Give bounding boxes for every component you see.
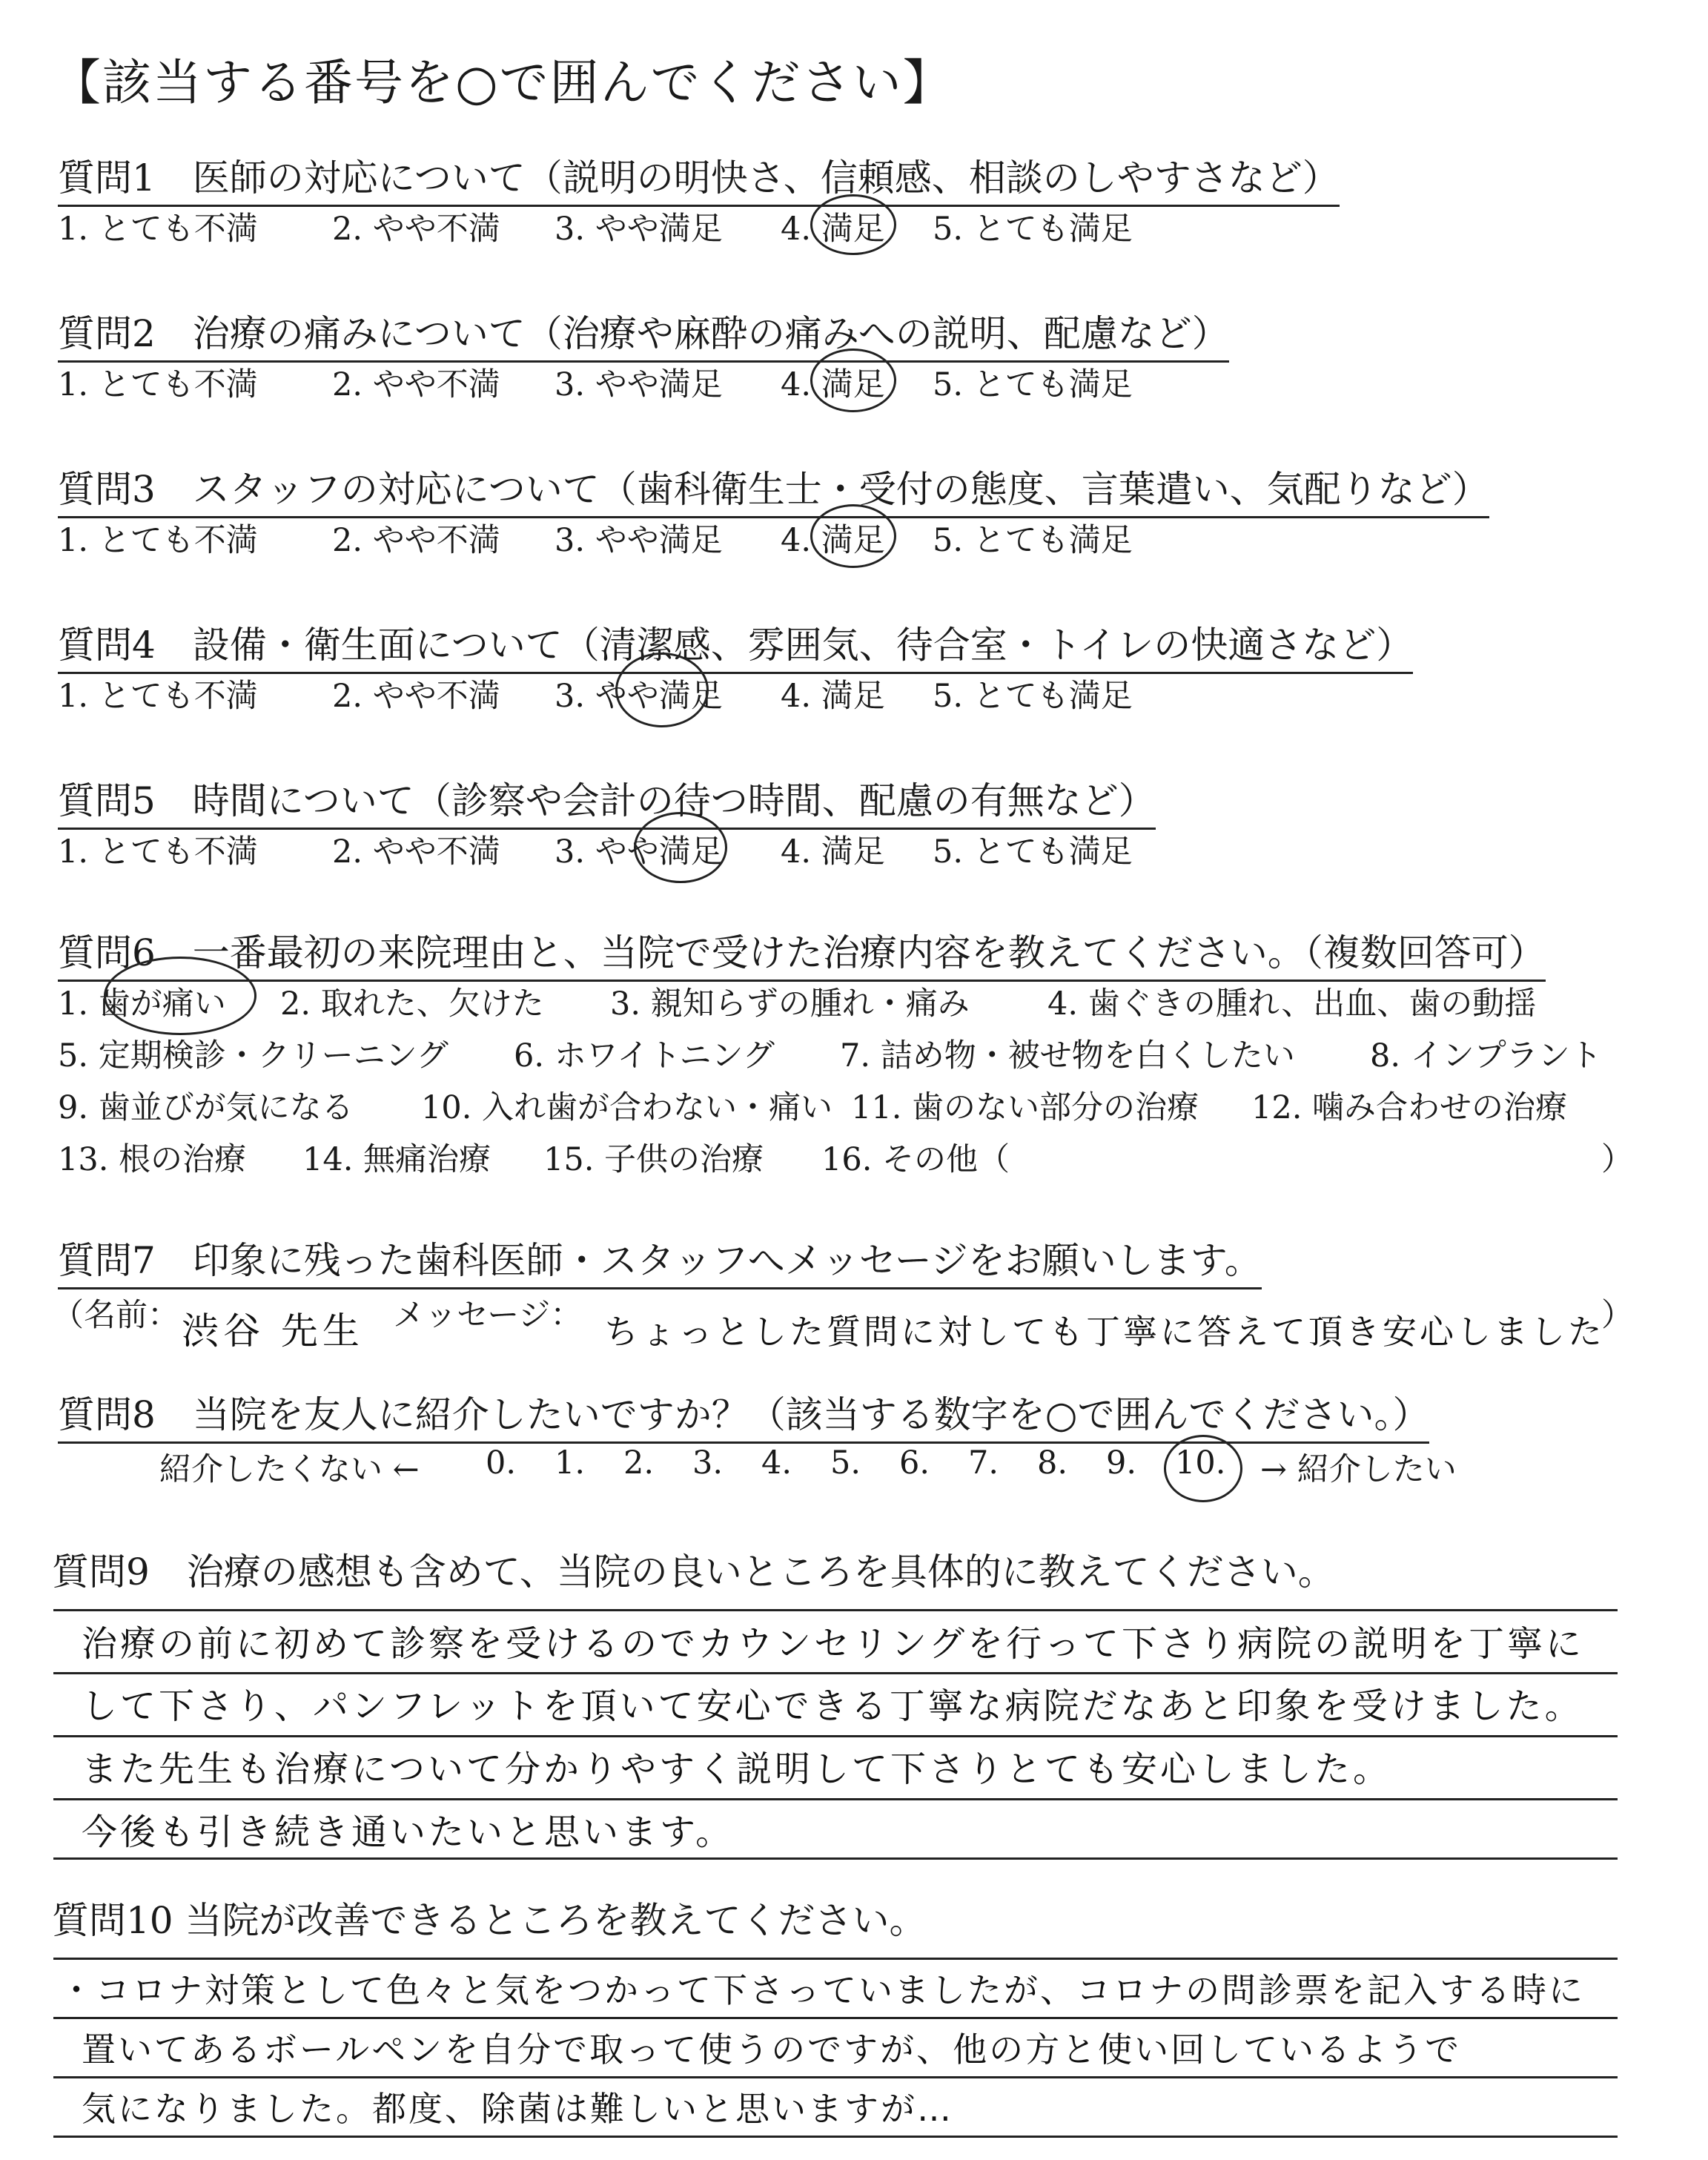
- q3-option-2[interactable]: 2. やや不満: [332, 522, 500, 559]
- q4-title: 質問4 設備・衛生面について（清潔感、雰囲気、待合室・トイレの快適さなど）: [58, 615, 1413, 674]
- q3-answer-circle: [810, 504, 896, 568]
- q6-option-4[interactable]: 4. 歯ぐきの腫れ、出血、歯の動揺: [1047, 985, 1537, 1023]
- q5-option-4[interactable]: 4. 満足: [781, 833, 885, 871]
- q5-title: 質問5 時間について（診察や会計の待つ時間、配慮の有無など）: [58, 771, 1156, 830]
- q10-line-3: [53, 2136, 1618, 2138]
- q6-row-2: [58, 1031, 1602, 1076]
- q9-line-0: [53, 1609, 1618, 1611]
- q10-title: 質問10 当院が改善できるところを教えてください。: [52, 1899, 927, 1942]
- q6-answer-circle: [104, 957, 256, 1035]
- q8-option-7[interactable]: 7.: [968, 1444, 999, 1482]
- q10-answer-line-2[interactable]: 置いてあるボールペンを自分で取って使うのですが、他の方と使い回しているようで: [82, 2029, 1462, 2070]
- q7-name-label: （名前：: [52, 1297, 179, 1334]
- q6-row-1: [58, 979, 1536, 1024]
- q8-option-1[interactable]: 1.: [555, 1444, 586, 1482]
- q1-option-4[interactable]: 4. 満足: [781, 211, 885, 248]
- q6-title: 質問6 一番最初の来院理由と、当院で受けた治療内容を教えてください。（複数回答可）: [58, 923, 1546, 982]
- q8-option-9[interactable]: 9.: [1106, 1444, 1137, 1482]
- q4-answer-circle: [615, 653, 709, 727]
- q1-options: [58, 204, 1133, 249]
- q3-option-1[interactable]: 1. とても不満: [58, 522, 258, 559]
- q8-right-label: → 紹介したい: [1260, 1451, 1457, 1488]
- q9-line-2: [53, 1735, 1618, 1737]
- q6-option-10[interactable]: 10. 入れ歯が合わない・痛い: [421, 1089, 833, 1126]
- q4-option-3[interactable]: 3. やや満足: [555, 678, 723, 715]
- q9-answer-line-3[interactable]: また先生も治療について分かりやすく説明して下さりとても安心しました。: [82, 1748, 1392, 1790]
- q4-option-5[interactable]: 5. とても満足: [933, 678, 1133, 715]
- q7-message-value[interactable]: ちょっとした質問に対しても丁寧に答えて頂き安心しました: [604, 1312, 1605, 1352]
- q6-option-16[interactable]: 16. その他（: [821, 1141, 1010, 1178]
- q10-line-0: [53, 1958, 1618, 1960]
- q1-option-2[interactable]: 2. やや不満: [332, 211, 500, 248]
- q8-option-0[interactable]: 0.: [486, 1444, 517, 1482]
- q5-option-5[interactable]: 5. とても満足: [933, 833, 1133, 871]
- q1-option-5[interactable]: 5. とても満足: [933, 211, 1133, 248]
- q9-answer-line-4[interactable]: 今後も引き続き通いたいと思います。: [82, 1811, 735, 1853]
- q6-option-15[interactable]: 15. 子供の治療: [543, 1141, 764, 1178]
- q1-option-3[interactable]: 3. やや満足: [555, 211, 723, 248]
- q6-option-12[interactable]: 12. 噛み合わせの治療: [1251, 1089, 1568, 1126]
- q7-message-label: メッセージ：: [393, 1297, 583, 1334]
- q1-answer-circle: [810, 194, 896, 255]
- q6-option-11[interactable]: 11. 歯のない部分の治療: [851, 1089, 1199, 1126]
- q8-title: 質問8 当院を友人に紹介したいですか？（該当する数字を○で囲んでください。）: [58, 1385, 1429, 1444]
- q3-option-5[interactable]: 5. とても満足: [933, 522, 1133, 559]
- q2-option-1[interactable]: 1. とても不満: [58, 366, 258, 403]
- q9-line-1: [53, 1672, 1618, 1674]
- q8-option-10[interactable]: 10.: [1175, 1444, 1226, 1482]
- q5-answer-circle: [634, 812, 727, 883]
- q4-option-4[interactable]: 4. 満足: [781, 678, 885, 715]
- q8-option-3[interactable]: 3.: [692, 1444, 724, 1482]
- q7-name-value[interactable]: 渋谷 先生: [182, 1309, 364, 1353]
- q3-title: 質問3 スタッフの対応について（歯科衛生士・受付の態度、言葉遣い、気配りなど）: [58, 460, 1489, 518]
- q8-answer-circle: [1164, 1435, 1242, 1502]
- q8-option-8[interactable]: 8.: [1037, 1444, 1068, 1482]
- q8-option-5[interactable]: 5.: [830, 1444, 861, 1482]
- q3-option-3[interactable]: 3. やや満足: [555, 522, 723, 559]
- q9-line-3: [53, 1798, 1618, 1800]
- q5-option-3[interactable]: 3. やや満足: [555, 833, 723, 871]
- q2-answer-circle: [810, 349, 896, 412]
- q8-option-2[interactable]: 2.: [623, 1444, 655, 1482]
- q8-left-label: 紹介したくない ←: [159, 1451, 420, 1488]
- q9-title: 質問9 治療の感想も含めて、当院の良いところを具体的に教えてください。: [52, 1550, 1335, 1593]
- q8-option-4[interactable]: 4.: [761, 1444, 792, 1482]
- q9-answer-line-2[interactable]: して下さり、パンフレットを頂いて安心できる丁寧な病院だなあと印象を受けました。: [82, 1685, 1583, 1727]
- q2-option-5[interactable]: 5. とても満足: [933, 366, 1133, 403]
- q2-option-3[interactable]: 3. やや満足: [555, 366, 723, 403]
- q6-option-7[interactable]: 7. 詰め物・被せ物を白くしたい: [840, 1037, 1295, 1074]
- q3-option-4[interactable]: 4. 満足: [781, 522, 885, 559]
- q6-option-3[interactable]: 3. 親知らずの腫れ・痛み: [610, 985, 970, 1023]
- q4-option-2[interactable]: 2. やや不満: [332, 678, 500, 715]
- q10-line-2: [53, 2076, 1618, 2078]
- q7-title: 質問7 印象に残った歯科医師・スタッフへメッセージをお願いします。: [58, 1231, 1262, 1289]
- q8-scale: [486, 1444, 1244, 1482]
- q3-options: [58, 515, 1133, 561]
- q7-close: ）: [1601, 1297, 1633, 1334]
- q4-options: [58, 671, 1133, 716]
- q6-option-1[interactable]: 1. 歯が痛い: [58, 985, 226, 1023]
- q6-option-8[interactable]: 8. インプラント: [1370, 1037, 1602, 1074]
- q2-title: 質問2 治療の痛みについて（治療や麻酔の痛みへの説明、配慮など）: [58, 304, 1229, 363]
- q5-options: [58, 827, 1133, 872]
- q6-option-2[interactable]: 2. 取れた、欠けた: [280, 985, 544, 1023]
- q5-option-2[interactable]: 2. やや不満: [332, 833, 500, 871]
- q2-option-4[interactable]: 4. 満足: [781, 366, 885, 403]
- q6-option-14[interactable]: 14. 無痛治療: [302, 1141, 491, 1178]
- q10-answer-line-3[interactable]: 気になりました。都度、除菌は難しいと思いますが…: [82, 2089, 953, 2129]
- q6-row-4: [58, 1135, 1010, 1180]
- q6-option-13[interactable]: 13. 根の治療: [58, 1141, 247, 1178]
- q4-option-1[interactable]: 1. とても不満: [58, 678, 258, 715]
- q9-line-4: [53, 1857, 1618, 1860]
- q6-option-9[interactable]: 9. 歯並びが気になる: [58, 1089, 354, 1126]
- q8-option-6[interactable]: 6.: [899, 1444, 930, 1482]
- q6-row-3: [58, 1083, 1567, 1128]
- page-header: 【該当する番号を○で囲んでください】: [52, 54, 953, 111]
- q6-other-close: ）: [1601, 1141, 1633, 1178]
- q2-option-2[interactable]: 2. やや不満: [332, 366, 500, 403]
- q5-option-1[interactable]: 1. とても不満: [58, 833, 258, 871]
- q9-answer-line-1[interactable]: 治療の前に初めて診察を受けるのでカウンセリングを行って下さり病院の説明を丁寧に: [82, 1623, 1585, 1665]
- q6-option-6[interactable]: 6. ホワイトニング: [514, 1037, 775, 1074]
- q1-title: 質問1 医師の対応について（説明の明快さ、信頼感、相談のしやすさなど）: [58, 148, 1340, 207]
- q10-line-1: [53, 2017, 1618, 2019]
- q2-options: [58, 360, 1133, 405]
- q10-answer-line-1[interactable]: ・コロナ対策として色々と気をつかって下さっていましたが、コロナの問診票を記入する時に: [59, 1970, 1585, 2010]
- q1-option-1[interactable]: 1. とても不満: [58, 211, 258, 248]
- q6-option-5[interactable]: 5. 定期検診・クリーニング: [58, 1037, 448, 1074]
